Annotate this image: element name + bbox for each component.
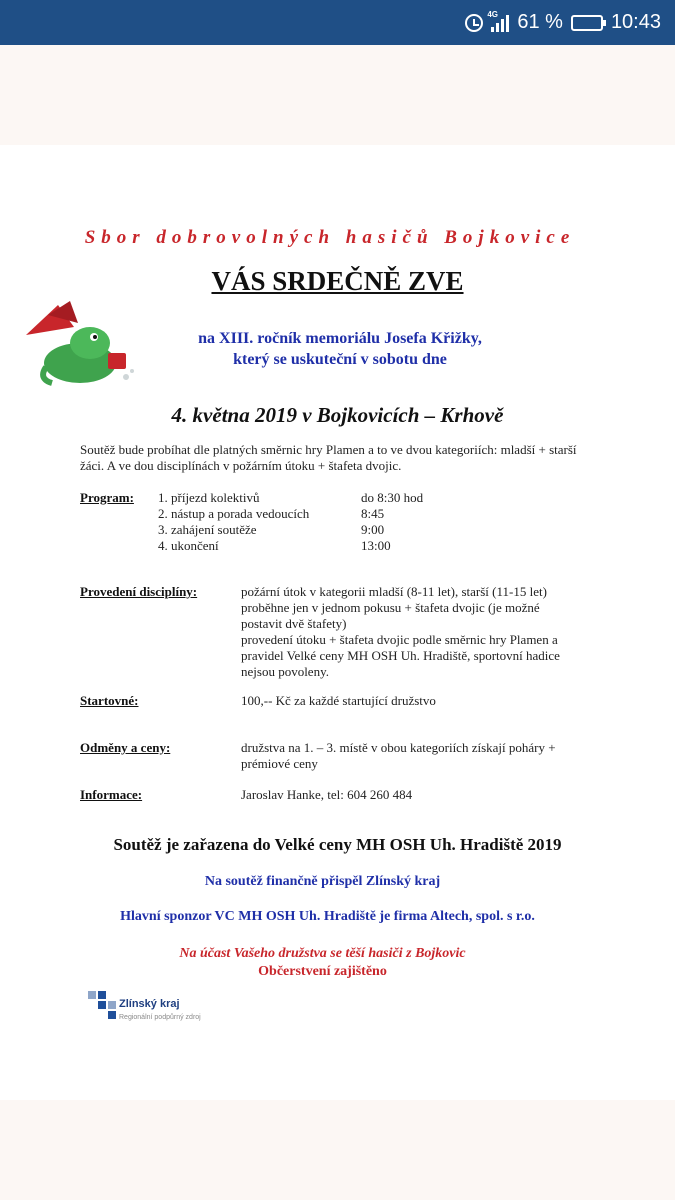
funding-note: Na soutěž finančně přispěl Zlínský kraj <box>204 874 441 889</box>
status-icons <box>465 0 661 45</box>
program-item <box>158 490 458 506</box>
disciplines-line: postavit dvě štafety) <box>241 616 347 631</box>
prizes-label: Odměny a ceny: <box>80 740 171 755</box>
fee-text: 100,-- Kč za každé startující družstvo <box>241 693 436 708</box>
signal-icon <box>487 9 509 32</box>
closing-line-1: Na účast Vašeho družstva se těší hasiči z Bojkovic <box>179 946 466 961</box>
program-item <box>158 522 458 538</box>
program-item-text: 3. zahájení soutěže <box>158 522 257 537</box>
prizes-text <box>241 740 601 772</box>
program-item <box>158 506 458 522</box>
info-label: Informace: <box>80 787 143 802</box>
clock: 10:43 <box>610 11 661 33</box>
network-type: 4G <box>487 9 499 19</box>
program-item-text: 2. nástup a porada vedoucích <box>158 506 310 521</box>
info-text: Jaroslav Hanke, tel: 604 260 484 <box>241 787 413 802</box>
program-item-time: 9:00 <box>361 522 385 537</box>
series-note: Soutěž je zařazena do Velké ceny MH OSH Uh. Hradiště 2019 <box>113 835 562 854</box>
status-bar <box>0 0 675 45</box>
fee-label: Startovné: <box>80 693 139 708</box>
sponsor-note: Hlavní sponzor VC MH OSH Uh. Hradiště je firma Altech, spol. s r.o. <box>120 909 535 924</box>
battery-icon <box>571 15 603 31</box>
logo-tagline: Regionální podpůrný zdroj <box>119 1014 201 1021</box>
prizes-line: družstva na 1. – 3. místě v obou kategoriích získají poháry + <box>241 740 556 755</box>
disciplines-line: proběhne jen v jednom pokusu + štafeta dvojic (je možné <box>241 600 540 615</box>
disciplines-label: Provedení disciplíny: <box>80 584 198 599</box>
event-date: 4. května 2019 v Bojkovicích – Krhově <box>171 403 504 427</box>
disciplines-line: pravidel Velké ceny MH OSH Uh. Hradiště, sportovní hadice <box>241 648 560 663</box>
logo-name: Zlínský kraj <box>119 998 180 1010</box>
closing-line-2: Občerstvení zajištěno <box>258 964 387 979</box>
zlin-region-logo <box>88 989 228 1029</box>
alarm-icon <box>465 14 483 32</box>
disciplines-text <box>241 584 601 680</box>
program-item <box>158 538 458 554</box>
prizes-line: prémiové ceny <box>241 756 318 771</box>
flyer-image[interactable] <box>0 145 675 1100</box>
subtitle-line-1: na XIII. ročník memoriálu Josefa Křižky, <box>198 330 482 347</box>
program-item-text: 4. ukončení <box>158 538 219 553</box>
invite-heading: VÁS SRDEČNĚ ZVE <box>211 266 464 296</box>
disciplines-line: nejsou povoleny. <box>241 664 329 679</box>
organizer-heading: Sbor dobrovolných hasičů Bojkovice <box>84 227 576 248</box>
disciplines-line: požární útok v kategorii mladší (8-11 let), starší (11-15 let) <box>241 584 547 599</box>
program-item-text: 1. příjezd kolektivů <box>158 490 260 505</box>
disciplines-line: provedení útoku + štafeta dvojic podle směrnic hry Plamen a <box>241 632 558 647</box>
battery-percent: 61 % <box>517 11 563 33</box>
intro-paragraph: Soutěž bude probíhat dle platných směrnic hry Plamen a to ve dvou kategoriích: mladší + starší žáci. A ve dou disciplínách v požárním útoku + štafeta dvojic. <box>80 442 577 473</box>
program-item-time: do 8:30 hod <box>361 490 424 505</box>
program-label: Program: <box>80 490 134 505</box>
dragon-mascot-icon <box>18 295 138 395</box>
program-item-time: 13:00 <box>361 538 391 553</box>
subtitle-line-2: který se uskuteční v sobotu dne <box>233 351 447 368</box>
program-item-time: 8:45 <box>361 506 385 521</box>
